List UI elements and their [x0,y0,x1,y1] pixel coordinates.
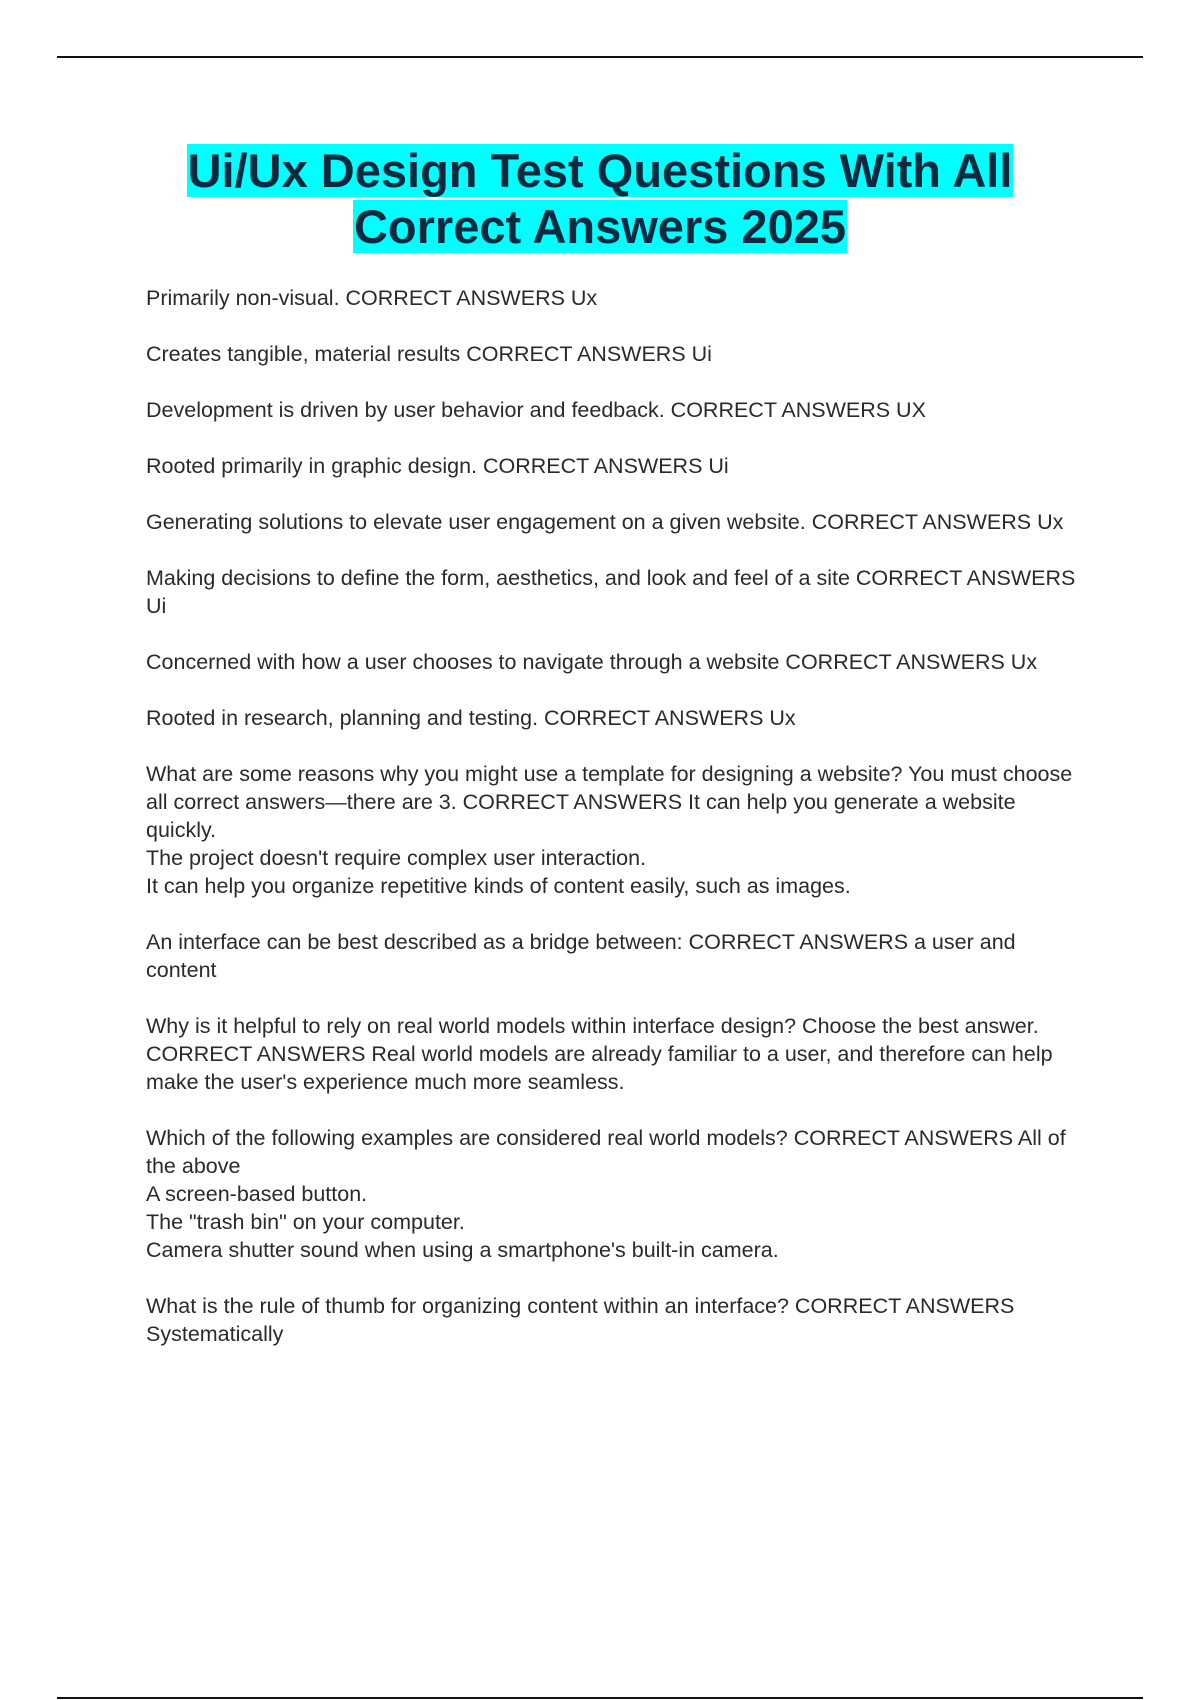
top-rule [57,56,1143,58]
qa-answer-line: The project doesn't require complex user interaction. [146,846,647,870]
qa-item [146,564,1086,620]
title-line-1: Ui/Ux Design Test Questions With All [187,144,1013,197]
qa-item [146,508,1086,536]
qa-item [146,1292,1086,1348]
qa-item [146,1012,1086,1096]
qa-text: Rooted primarily in graphic design. CORRECT ANSWERS Ui [146,454,729,478]
document-title [0,143,1200,255]
qa-list [146,284,1086,1376]
qa-item [146,760,1086,900]
qa-answer-line: The "trash bin" on your computer. [146,1210,465,1234]
qa-answer-line: It can help you organize repetitive kinds of content easily, such as images. [146,874,851,898]
bottom-rule [57,1697,1143,1699]
qa-answer-line: Camera shutter sound when using a smartphone's built-in camera. [146,1238,779,1262]
qa-item [146,452,1086,480]
qa-text: Which of the following examples are considered real world models? CORRECT ANSWERS All of the above [146,1126,1072,1178]
qa-text: An interface can be best described as a bridge between: CORRECT ANSWERS a user and content [146,930,1022,982]
qa-text: Rooted in research, planning and testing. CORRECT ANSWERS Ux [146,706,796,730]
qa-text: Creates tangible, material results CORRECT ANSWERS Ui [146,342,712,366]
qa-item [146,340,1086,368]
qa-text: Generating solutions to elevate user engagement on a given website. CORRECT ANSWERS Ux [146,510,1064,534]
qa-text: What is the rule of thumb for organizing content within an interface? CORRECT ANSWERS Systematically [146,1294,1021,1346]
qa-text: Primarily non-visual. CORRECT ANSWERS Ux [146,286,598,310]
qa-item [146,704,1086,732]
qa-text: Making decisions to define the form, aesthetics, and look and feel of a site CORRECT ANSWERS Ui [146,566,1082,618]
qa-text: Concerned with how a user chooses to navigate through a website CORRECT ANSWERS Ux [146,650,1038,674]
qa-item [146,928,1086,984]
qa-text: Why is it helpful to rely on real world models within interface design? Choose the best answer. CORRECT ANSWERS Real world models are already familiar to a user, and therefore can help make the user's experience much more seamless. [146,1014,1059,1094]
qa-item [146,1124,1086,1264]
qa-text: What are some reasons why you might use a template for designing a website? You must choose all correct answers—there are 3. CORRECT ANSWERS It can help you generate a website quickly. [146,762,1079,842]
title-line-2: Correct Answers 2025 [353,200,846,253]
qa-item [146,284,1086,312]
qa-text: Development is driven by user behavior and feedback. CORRECT ANSWERS UX [146,398,926,422]
qa-answer-line: A screen-based button. [146,1182,368,1206]
qa-item [146,396,1086,424]
qa-item [146,648,1086,676]
